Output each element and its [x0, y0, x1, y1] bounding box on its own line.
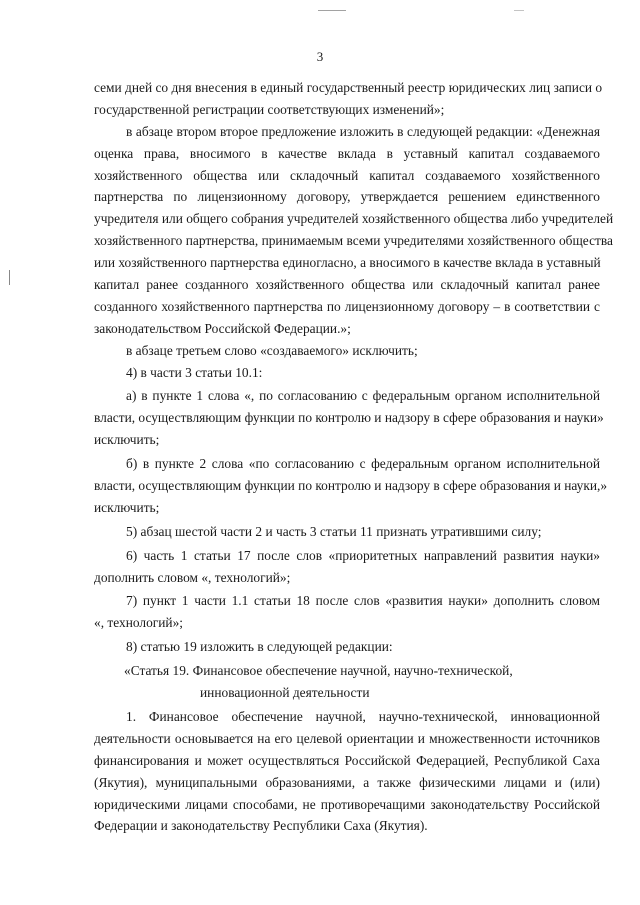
- article-heading: «Статья 19. Финансовое обеспечение научной, научно-технической,: [124, 663, 513, 679]
- text-line: власти, осуществляющим функции по контролю и надзору в сфере образования и науки»: [94, 410, 604, 426]
- text-line: исключить;: [94, 499, 160, 515]
- text-line: власти, осуществляющим функции по контролю и надзору в сфере образования и науки,»: [94, 478, 608, 494]
- text-line: хозяйственного общества или складочный капитал создаваемого хозяйственного: [94, 167, 600, 183]
- page-number: 3: [316, 49, 324, 64]
- scan-artifact-mark: [514, 10, 524, 11]
- text-line: 5) абзац шестой части 2 и часть 3 статьи 11 признать утратившими силу;: [126, 523, 542, 539]
- text-line: (Якутия), муниципальными образованиями, а также физическими лицами и (или): [94, 774, 600, 790]
- text-line: «, технологий»;: [94, 615, 184, 631]
- text-line: дополнить словом «, технологий»;: [94, 569, 291, 585]
- text-line: деятельности основывается на его целевой ориентации и множественности источников: [94, 730, 600, 746]
- scan-artifact-mark: [9, 270, 10, 285]
- text-line: в абзаце третьем слово «создаваемого» исключить;: [126, 342, 418, 358]
- text-line: в абзаце втором второе предложение изложить в следующей редакции: «Денежная: [126, 123, 600, 139]
- text-line: 7) пункт 1 части 1.1 статьи 18 после слов «развития науки» дополнить словом: [126, 593, 600, 609]
- text-line: оценка права, вносимого в качестве вклада в уставный капитал создаваемого: [94, 145, 600, 161]
- text-line: финансирования и может осуществляться Российской Федерацией, Республикой Саха: [94, 752, 600, 768]
- scan-artifact-mark: [318, 10, 346, 11]
- text-line: законодательством Российской Федерации.»;: [94, 320, 351, 336]
- text-line: или хозяйственного партнерства единогласно, а вносимого в качестве вклада в уставный: [94, 255, 601, 271]
- text-line: а) в пункте 1 слова «, по согласованию с федеральным органом исполнительной: [126, 388, 600, 404]
- text-line: хозяйственного партнерства, принимаемым всеми учредителями хозяйственного общества: [94, 233, 613, 249]
- text-line: учредителя или общего собрания учредителей хозяйственного общества либо учредителей: [94, 211, 614, 227]
- text-line: созданного хозяйственного партнерства по лицензионному договору – в соответствии с: [94, 298, 600, 314]
- text-line: семи дней со дня внесения в единый государственный реестр юридических лиц записи о: [94, 80, 603, 95]
- text-line: 4) в части 3 статьи 10.1:: [126, 364, 263, 380]
- text-line: 6) часть 1 статьи 17 после слов «приоритетных направлений развития науки»: [126, 547, 600, 563]
- text-line: 1. Финансовое обеспечение научной, научно-технической, инновационной: [126, 708, 600, 724]
- text-line: 8) статью 19 изложить в следующей редакции:: [126, 639, 393, 655]
- text-line: юридическими лицами способами, не противоречащими законодательству Российской: [94, 796, 600, 812]
- article-heading: инновационной деятельности: [200, 685, 370, 701]
- text-line: б) в пункте 2 слова «по согласованию с федеральным органом исполнительной: [126, 456, 600, 472]
- text-line: капитал ранее созданного хозяйственного общества или складочный капитал ранее: [94, 277, 600, 293]
- text-line: исключить;: [94, 432, 160, 448]
- text-line: партнерства по лицензионному договору, утверждается решением единственного: [94, 189, 600, 205]
- text-line: государственной регистрации соответствующих изменений»;: [94, 101, 445, 117]
- text-line: Федерации и законодательству Республики Саха (Якутия).: [94, 818, 428, 834]
- document-body: [94, 77, 614, 837]
